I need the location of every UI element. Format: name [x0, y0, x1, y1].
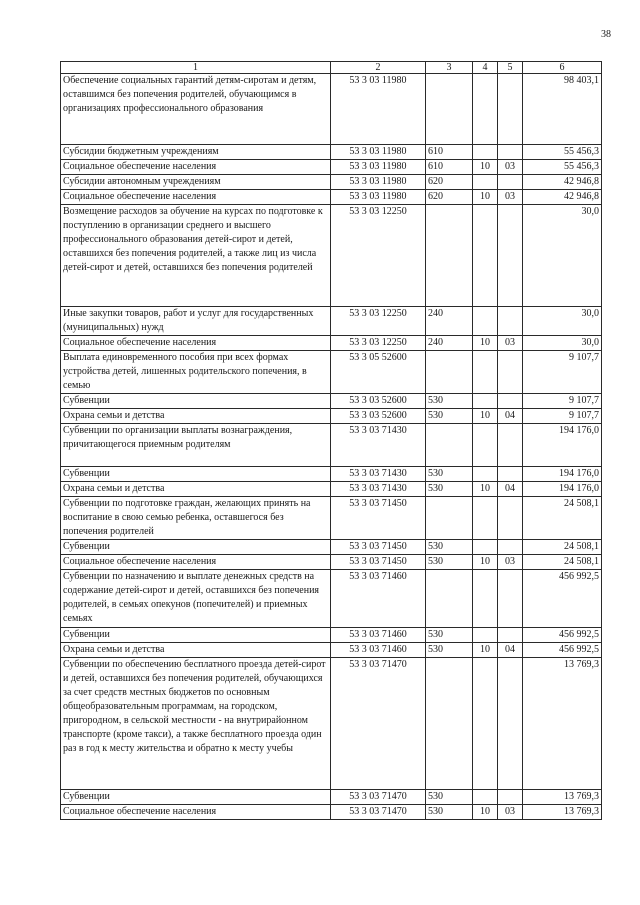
row-expense-type: 610	[426, 160, 473, 175]
row-amount: 9 107,7	[523, 394, 602, 409]
row-amount: 194 176,0	[523, 424, 602, 467]
table-row	[61, 190, 602, 205]
row-target-code: 53 3 03 71450	[331, 540, 426, 555]
row-target-code: 53 3 03 71460	[331, 643, 426, 658]
row-expense-type: 620	[426, 175, 473, 190]
table-row	[61, 658, 602, 790]
row-section	[473, 74, 498, 145]
row-expense-type: 530	[426, 482, 473, 497]
row-expense-type: 530	[426, 805, 473, 820]
row-expense-type	[426, 424, 473, 467]
row-amount: 24 508,1	[523, 540, 602, 555]
row-section	[473, 497, 498, 540]
row-name: Субсидии бюджетным учреждениям	[61, 145, 331, 160]
row-name: Субвенции по обеспечению бесплатного проезда детей-сирот и детей, оставшихся без попечения родителей, обучающихся за счет средств местных бюджетов по основным общеобразовательным программам, на городском, пригородном, в сельской местности - на внутрирайонном транспорте (кроме такси), а также бесплатного проезда один раз в год к месту жительства и обратно к месту учебы	[61, 658, 331, 790]
table-row	[61, 145, 602, 160]
row-subsection: 04	[498, 482, 523, 497]
row-expense-type	[426, 497, 473, 540]
row-section	[473, 145, 498, 160]
row-amount: 42 946,8	[523, 190, 602, 205]
row-target-code: 53 3 03 12250	[331, 307, 426, 336]
row-name: Субвенции по назначению и выплате денежных средств на содержание детей-сирот и детей, оставшихся без попечения родителей, в семьях опекунов (попечителей) и приемных семьях	[61, 570, 331, 628]
row-name: Субвенции по подготовке граждан, желающих принять на воспитание в свою семью ребенка, оставшегося без попечения родителей	[61, 497, 331, 540]
row-expense-type: 240	[426, 336, 473, 351]
header-col-6: 6	[523, 62, 602, 74]
row-subsection: 04	[498, 409, 523, 424]
row-amount: 24 508,1	[523, 497, 602, 540]
row-section: 10	[473, 409, 498, 424]
row-expense-type: 530	[426, 467, 473, 482]
row-target-code: 53 3 03 71430	[331, 467, 426, 482]
row-expense-type: 530	[426, 628, 473, 643]
row-name: Социальное обеспечение населения	[61, 190, 331, 205]
header-col-1: 1	[61, 62, 331, 74]
row-expense-type: 530	[426, 409, 473, 424]
budget-table	[60, 61, 602, 820]
page-number: 38	[601, 29, 611, 40]
row-name: Субвенции	[61, 540, 331, 555]
row-section	[473, 424, 498, 467]
row-name: Охрана семьи и детства	[61, 482, 331, 497]
row-subsection	[498, 540, 523, 555]
row-name: Выплата единовременного пособия при всех формах устройства детей, лишенных родительского попечения, в семью	[61, 351, 331, 394]
row-subsection: 04	[498, 643, 523, 658]
table-row	[61, 790, 602, 805]
row-name: Охрана семьи и детства	[61, 409, 331, 424]
row-subsection	[498, 394, 523, 409]
table-row	[61, 570, 602, 628]
row-amount: 194 176,0	[523, 467, 602, 482]
table-row	[61, 175, 602, 190]
row-amount: 456 992,5	[523, 570, 602, 628]
row-name: Субвенции	[61, 467, 331, 482]
row-amount: 24 508,1	[523, 555, 602, 570]
table-row	[61, 643, 602, 658]
row-expense-type	[426, 570, 473, 628]
row-section	[473, 658, 498, 790]
row-amount: 30,0	[523, 205, 602, 307]
row-target-code: 53 3 03 71450	[331, 555, 426, 570]
row-target-code: 53 3 03 71470	[331, 790, 426, 805]
row-section	[473, 175, 498, 190]
row-amount: 194 176,0	[523, 482, 602, 497]
row-subsection: 03	[498, 190, 523, 205]
row-target-code: 53 3 03 71450	[331, 497, 426, 540]
row-amount: 98 403,1	[523, 74, 602, 145]
row-amount: 13 769,3	[523, 805, 602, 820]
row-name: Субвенции	[61, 628, 331, 643]
row-target-code: 53 3 03 71470	[331, 805, 426, 820]
row-target-code: 53 3 03 71430	[331, 424, 426, 467]
row-expense-type: 620	[426, 190, 473, 205]
row-expense-type: 610	[426, 145, 473, 160]
row-target-code: 53 3 03 11980	[331, 145, 426, 160]
row-name: Субсидии автономным учреждениям	[61, 175, 331, 190]
row-subsection	[498, 467, 523, 482]
row-name: Субвенции по организации выплаты вознаграждения, причитающегося приемным родителям	[61, 424, 331, 467]
table-row	[61, 424, 602, 467]
row-section: 10	[473, 160, 498, 175]
row-expense-type: 530	[426, 540, 473, 555]
row-amount: 13 769,3	[523, 658, 602, 790]
row-target-code: 53 3 03 71430	[331, 482, 426, 497]
row-name: Иные закупки товаров, работ и услуг для государственных (муниципальных) нужд	[61, 307, 331, 336]
row-expense-type: 530	[426, 555, 473, 570]
row-section	[473, 467, 498, 482]
table-row	[61, 555, 602, 570]
row-section	[473, 205, 498, 307]
table-row	[61, 497, 602, 540]
row-target-code: 53 3 03 52600	[331, 409, 426, 424]
row-target-code: 53 3 03 11980	[331, 190, 426, 205]
row-section	[473, 540, 498, 555]
table-row	[61, 160, 602, 175]
table-row	[61, 628, 602, 643]
row-subsection: 03	[498, 160, 523, 175]
row-target-code: 53 3 03 71460	[331, 628, 426, 643]
row-section	[473, 394, 498, 409]
row-subsection	[498, 570, 523, 628]
row-target-code: 53 3 03 52600	[331, 394, 426, 409]
row-amount: 456 992,5	[523, 643, 602, 658]
row-target-code: 53 3 03 71470	[331, 658, 426, 790]
row-section: 10	[473, 336, 498, 351]
header-col-3: 3	[426, 62, 473, 74]
row-name: Охрана семьи и детства	[61, 643, 331, 658]
row-expense-type: 530	[426, 394, 473, 409]
row-subsection	[498, 145, 523, 160]
row-subsection	[498, 307, 523, 336]
header-col-2: 2	[331, 62, 426, 74]
row-target-code: 53 3 03 12250	[331, 205, 426, 307]
row-name: Обеспечение социальных гарантий детям-сиротам и детям, оставшимся без попечения родителей, обучающимся в организациях профессионального образования	[61, 74, 331, 145]
row-target-code: 53 3 03 11980	[331, 175, 426, 190]
row-expense-type: 240	[426, 307, 473, 336]
row-subsection	[498, 790, 523, 805]
row-name: Социальное обеспечение населения	[61, 336, 331, 351]
row-target-code: 53 3 03 71460	[331, 570, 426, 628]
row-name: Социальное обеспечение населения	[61, 805, 331, 820]
row-subsection	[498, 74, 523, 145]
table-row	[61, 351, 602, 394]
row-amount: 55 456,3	[523, 145, 602, 160]
table-row	[61, 336, 602, 351]
row-expense-type	[426, 74, 473, 145]
row-section	[473, 570, 498, 628]
table-row	[61, 409, 602, 424]
table-row	[61, 467, 602, 482]
row-section: 10	[473, 643, 498, 658]
table-row	[61, 540, 602, 555]
row-subsection	[498, 658, 523, 790]
row-expense-type: 530	[426, 643, 473, 658]
table-header-row	[61, 62, 602, 74]
row-name: Возмещение расходов за обучение на курсах по подготовке к поступлению в организации среднего и высшего профессионального образования детей-сирот и детей, оставшихся без попечения родителей, а также лиц из числа детей-сирот и детей, оставшихся без попечения родителей	[61, 205, 331, 307]
row-section: 10	[473, 805, 498, 820]
row-expense-type	[426, 658, 473, 790]
row-section: 10	[473, 482, 498, 497]
row-amount: 30,0	[523, 336, 602, 351]
row-target-code: 53 3 03 12250	[331, 336, 426, 351]
row-expense-type	[426, 205, 473, 307]
table-row	[61, 74, 602, 145]
table-row	[61, 205, 602, 307]
row-name: Социальное обеспечение населения	[61, 555, 331, 570]
row-target-code: 53 3 03 11980	[331, 160, 426, 175]
row-section	[473, 790, 498, 805]
row-amount: 456 992,5	[523, 628, 602, 643]
table-row	[61, 394, 602, 409]
row-amount: 13 769,3	[523, 790, 602, 805]
row-expense-type: 530	[426, 790, 473, 805]
header-col-4: 4	[473, 62, 498, 74]
row-section: 10	[473, 190, 498, 205]
table-row	[61, 482, 602, 497]
row-subsection	[498, 175, 523, 190]
row-section	[473, 307, 498, 336]
row-section	[473, 628, 498, 643]
row-name: Субвенции	[61, 790, 331, 805]
row-expense-type	[426, 351, 473, 394]
row-amount: 9 107,7	[523, 351, 602, 394]
row-amount: 55 456,3	[523, 160, 602, 175]
table-row	[61, 307, 602, 336]
row-name: Субвенции	[61, 394, 331, 409]
row-subsection	[498, 628, 523, 643]
row-section: 10	[473, 555, 498, 570]
row-subsection	[498, 205, 523, 307]
table-body	[61, 74, 602, 820]
row-subsection: 03	[498, 805, 523, 820]
row-name: Социальное обеспечение населения	[61, 160, 331, 175]
row-amount: 9 107,7	[523, 409, 602, 424]
header-col-5: 5	[498, 62, 523, 74]
row-subsection	[498, 497, 523, 540]
row-subsection: 03	[498, 555, 523, 570]
row-target-code: 53 3 05 52600	[331, 351, 426, 394]
row-target-code: 53 3 03 11980	[331, 74, 426, 145]
row-subsection: 03	[498, 336, 523, 351]
table-row	[61, 805, 602, 820]
row-subsection	[498, 424, 523, 467]
row-amount: 42 946,8	[523, 175, 602, 190]
row-subsection	[498, 351, 523, 394]
row-amount: 30,0	[523, 307, 602, 336]
row-section	[473, 351, 498, 394]
